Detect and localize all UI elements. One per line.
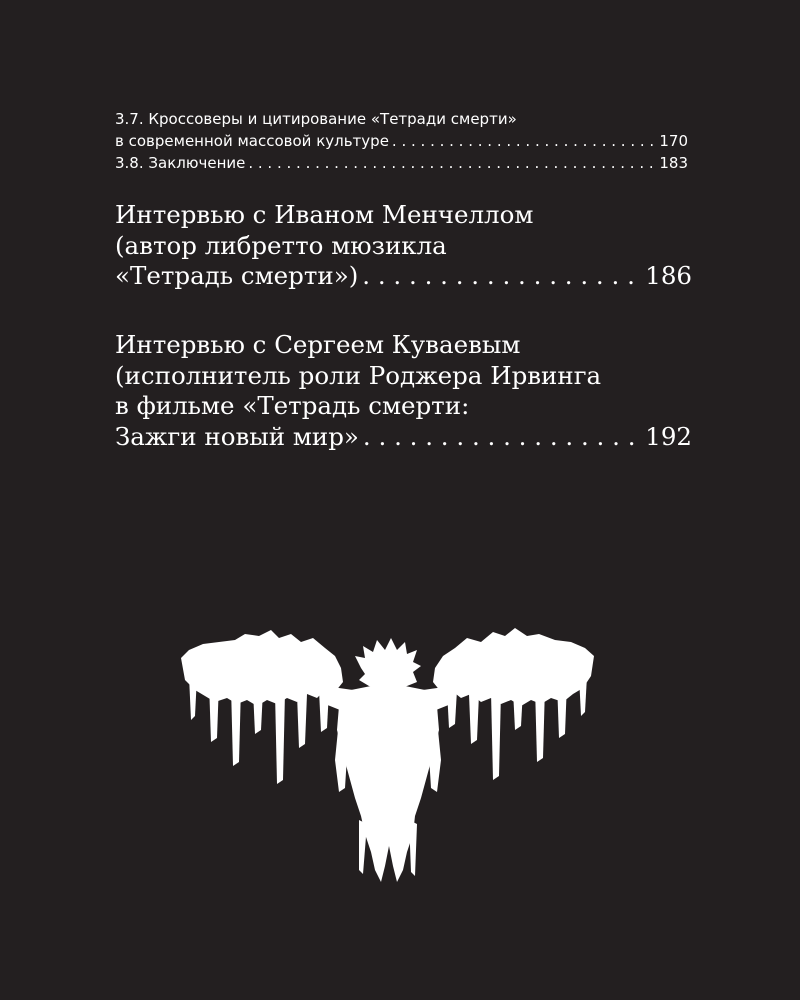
toc-entry-3-7-title-line1: 3.7. Кроссоверы и цитирование «Тетради смерти» — [115, 110, 517, 128]
toc-leader-dots — [363, 422, 641, 453]
toc-leader-dots — [392, 130, 656, 152]
toc-interview-kuvaev-page: 192 — [645, 421, 692, 451]
toc-interview-menchell-line2: (автор либретто мюзикла — [115, 230, 447, 260]
toc-interview-menchell-page: 186 — [645, 261, 692, 290]
toc-interview-kuvaev-line3: в фильме «Тетрадь смерти: — [115, 391, 470, 420]
toc-interview-kuvaev — [115, 330, 692, 452]
toc-interview-menchell-last-line — [115, 261, 692, 292]
toc-entry-3-8-page: 183 — [659, 154, 688, 172]
toc-interview-kuvaev-line4: Зажги новый мир» — [115, 421, 359, 451]
toc-entry-3-7 — [115, 130, 688, 152]
toc-entry-3-8 — [115, 152, 688, 174]
toc-entry-3-8-title: 3.8. Заключение — [115, 154, 246, 172]
toc-leader-dots — [362, 261, 641, 292]
winged-shinigami-silhouette-icon — [175, 620, 600, 890]
toc-interview-menchell-line1: Интервью с Иваном Менчеллом — [115, 200, 534, 229]
toc-interview-kuvaev-line1: Интервью с Сергеем Куваевым — [115, 330, 521, 359]
toc-interview-menchell — [115, 200, 692, 292]
toc-leader-dots — [248, 152, 656, 174]
toc-interview-kuvaev-line2: (исполнитель роли Роджера Ирвинга — [115, 360, 602, 390]
toc-interview-kuvaev-last-line — [115, 422, 692, 453]
toc-section-3-entries — [115, 108, 688, 174]
toc-entry-3-7-title-line2: в современной массовой культуре — [115, 132, 389, 150]
toc-entry-3-7-page: 170 — [659, 132, 688, 150]
toc-interview-menchell-line3: «Тетрадь смерти») — [115, 261, 359, 290]
